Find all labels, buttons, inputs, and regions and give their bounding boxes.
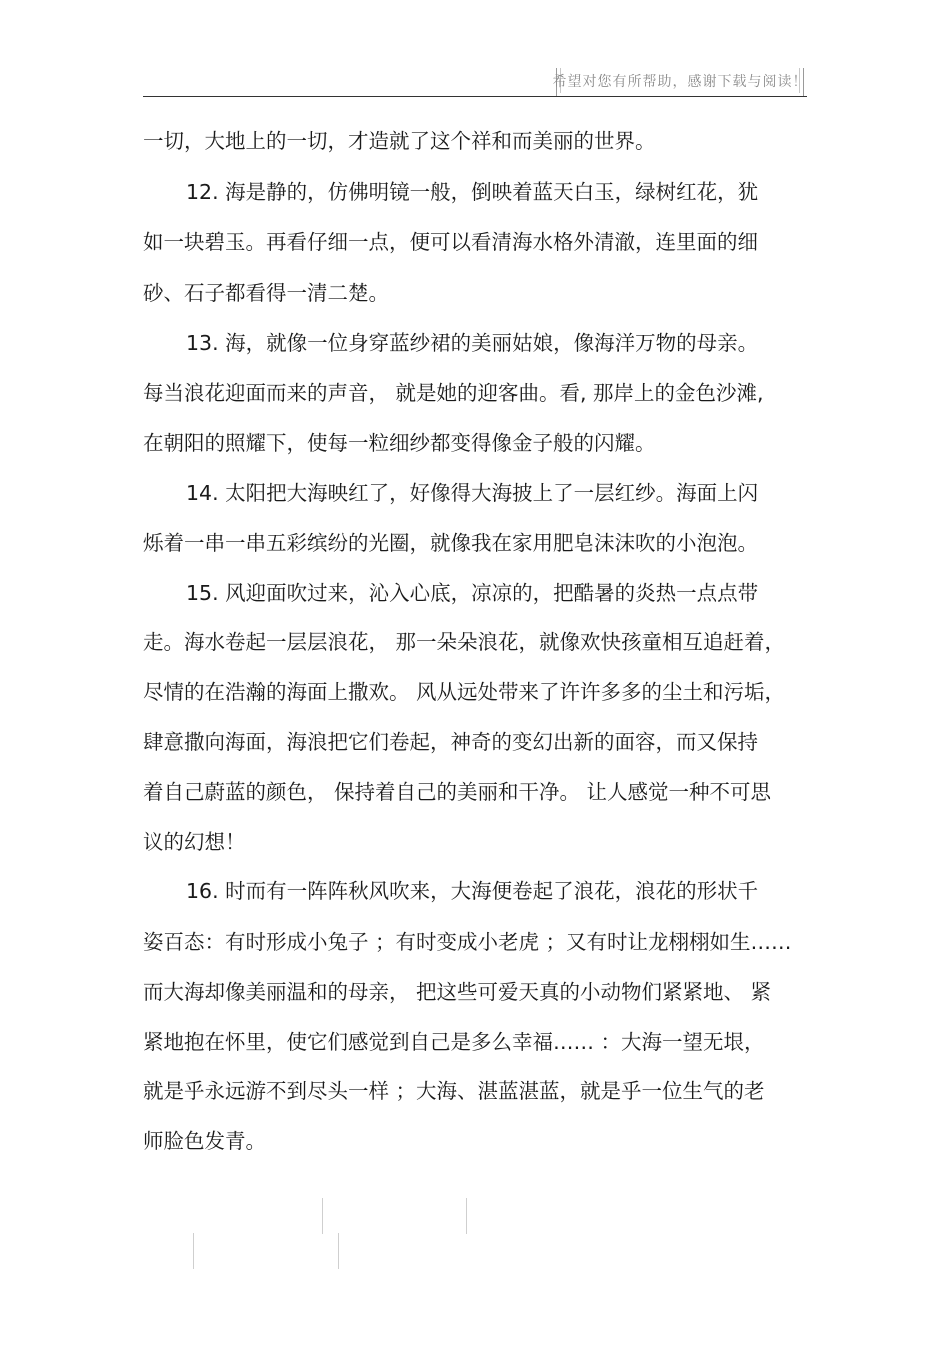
body-line: 尽情的在浩瀚的海面上撒欢。 风从远处带来了许许多多的尘土和污垢， — [143, 680, 786, 704]
body-line: 紧地抱在怀里，使它们感觉到自己是多么幸福…… ：大海一望无垠， — [143, 1030, 765, 1054]
scan-artifact-line — [193, 1233, 194, 1269]
body-line: 而大海却像美丽温和的母亲， 把这些可爱天真的小动物们紧紧地、 紧 — [143, 980, 772, 1004]
header-banner-text: 希望对您有所帮助，感谢下载与阅读！ — [560, 68, 800, 93]
body-line: 走。海水卷起一层层浪花， 那一朵朵浪花，就像欢快孩童相互追赶着， — [143, 630, 786, 654]
body-line: 议的幻想！ — [143, 830, 246, 854]
paragraph-12-start: 12. 海是静的，仿佛明镜一般，倒映着蓝天白玉，绿树红花，犹 — [186, 180, 759, 204]
body-line: 砂、石子都看得一清二楚。 — [143, 281, 389, 305]
paragraph-13-start: 13. 海，就像一位身穿蓝纱裙的美丽姑娘，像海洋万物的母亲。 — [186, 331, 759, 355]
body-line: 如一块碧玉。再看仔细一点，便可以看清海水格外清澈，连里面的细 — [143, 230, 758, 254]
body-line: 每当浪花迎面而来的声音， 就是她的迎客曲。看, 那岸上的金色沙滩, — [143, 381, 764, 405]
body-line: 着自己蔚蓝的颜色， 保持着自己的美丽和干净。 让人感觉一种不可思 — [143, 780, 772, 804]
body-line: 烁着一串一串五彩缤纷的光圈，就像我在家用肥皂沫沫吹的小泡泡。 — [143, 531, 758, 555]
scan-artifact-line — [338, 1233, 339, 1269]
body-line: 肆意撒向海面，海浪把它们卷起，神奇的变幻出新的面容，而又保持 — [143, 730, 758, 754]
body-line: 一切，大地上的一切，才造就了这个祥和而美丽的世界。 — [143, 129, 656, 153]
paragraph-14-start: 14. 太阳把大海映红了，好像得大海披上了一层红纱。海面上闪 — [186, 481, 759, 505]
body-line: 师脸色发青。 — [143, 1129, 266, 1153]
scan-artifact-line — [466, 1198, 467, 1234]
paragraph-16-start: 16. 时而有一阵阵秋风吹来，大海便卷起了浪花，浪花的形状千 — [186, 879, 759, 903]
body-line: 在朝阳的照耀下，使每一粒细纱都变得像金子般的闪耀。 — [143, 431, 656, 455]
body-line: 姿百态：有时形成小兔子 ；有时变成小老虎 ；又有时让龙栩栩如生…… — [143, 930, 792, 954]
body-line: 就是乎永远游不到尽头一样 ；大海、湛蓝湛蓝，就是乎一位生气的老 — [143, 1079, 765, 1103]
paragraph-15-start: 15. 风迎面吹过来，沁入心底，凉凉的，把酷暑的炎热一点点带 — [186, 581, 759, 605]
scan-artifact-line — [322, 1198, 323, 1234]
